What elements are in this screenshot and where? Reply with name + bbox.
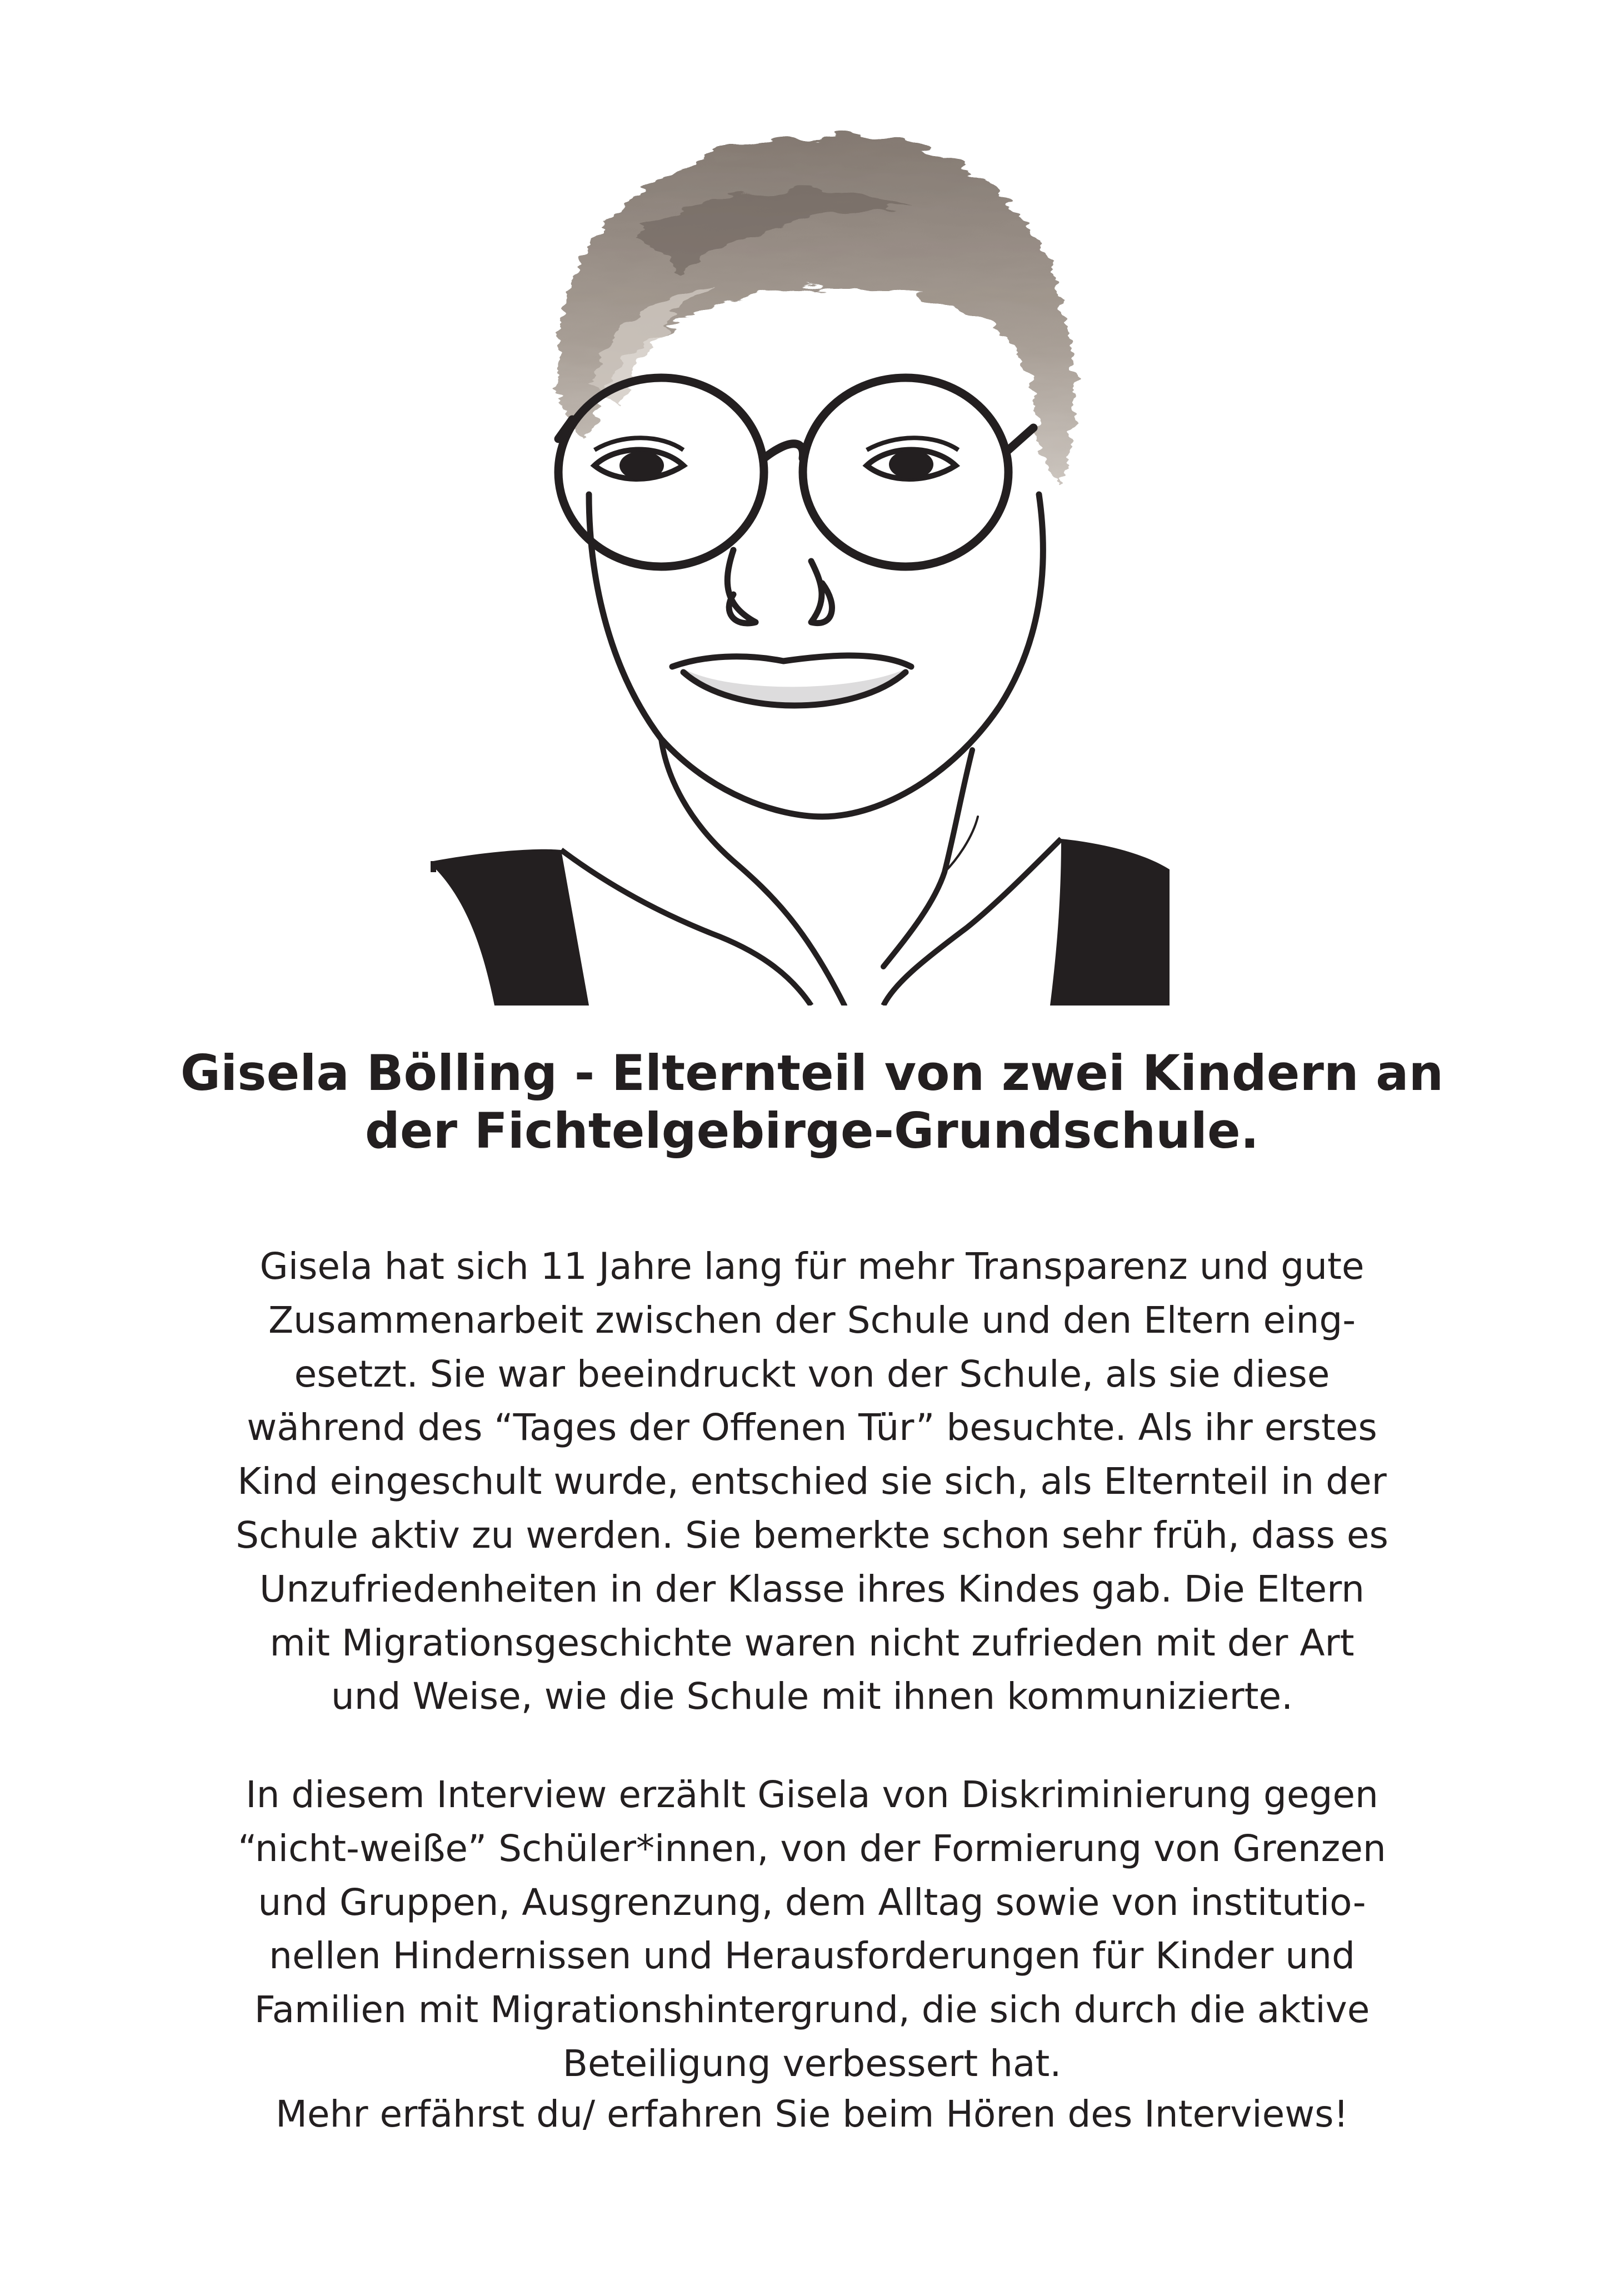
paragraph-line: “nicht-weiße” Schüler*innen, von der Formierung von Grenzen: [238, 1827, 1386, 1870]
paragraph-line: Zusammenarbeit zwischen der Schule und den Eltern eing-: [268, 1298, 1356, 1342]
paragraph-line: nellen Hindernissen und Herausforderungen für Kinder und: [269, 1934, 1355, 1978]
outro-text: [67, 2088, 1557, 2142]
paragraph-line: Kind eingeschult wurde, entschied sie sich, als Elternteil in der: [237, 1460, 1387, 1503]
eyes: [594, 438, 958, 480]
paragraph-line: In diesem Interview erzählt Gisela von Diskriminierung gegen: [246, 1773, 1378, 1816]
paragraph-line: Familien mit Migrationshintergrund, die sich durch die aktive: [254, 1988, 1370, 2032]
headline: [56, 1044, 1568, 1160]
paragraph-line: Beteiligung verbessert hat.: [562, 2042, 1062, 2085]
paragraph-line: mit Migrationsgeschichte waren nicht zufrieden mit der Art: [269, 1621, 1355, 1664]
paragraph-line: Gisela hat sich 11 Jahre lang für mehr Transparenz und gute: [259, 1245, 1365, 1288]
paragraph-line: und Gruppen, Ausgrenzung, dem Alltag sowie von institutio-: [258, 1880, 1366, 1924]
paragraph-line: Unzufriedenheiten in der Klasse ihres Kindes gab. Die Eltern: [259, 1567, 1365, 1610]
garment: [433, 839, 1170, 1006]
paragraph-line: und Weise, wie die Schule mit ihnen kommunizierte.: [331, 1675, 1293, 1718]
headline-line-1: Gisela Bölling - Elternteil von zwei Kindern an: [180, 1044, 1444, 1102]
outro-line: Mehr erfährst du/ erfahren Sie beim Hören des Interviews!: [275, 2093, 1349, 2135]
intro-paragraph: [67, 1240, 1557, 1724]
interview-paragraph: [67, 1768, 1557, 2091]
paragraph-line: Schule aktiv zu werden. Sie bemerkte schon sehr früh, dass es: [236, 1513, 1388, 1557]
paragraph-line: esetzt. Sie war beeindruckt von der Schule, als sie diese: [294, 1352, 1330, 1395]
paragraph-line: während des “Tages der Offenen Tür” besuchte. Als ihr erstes: [247, 1406, 1377, 1449]
portrait-illustration: [422, 94, 1211, 1006]
headline-line-2: der Fichtelgebirge-Grundschule.: [364, 1102, 1260, 1159]
